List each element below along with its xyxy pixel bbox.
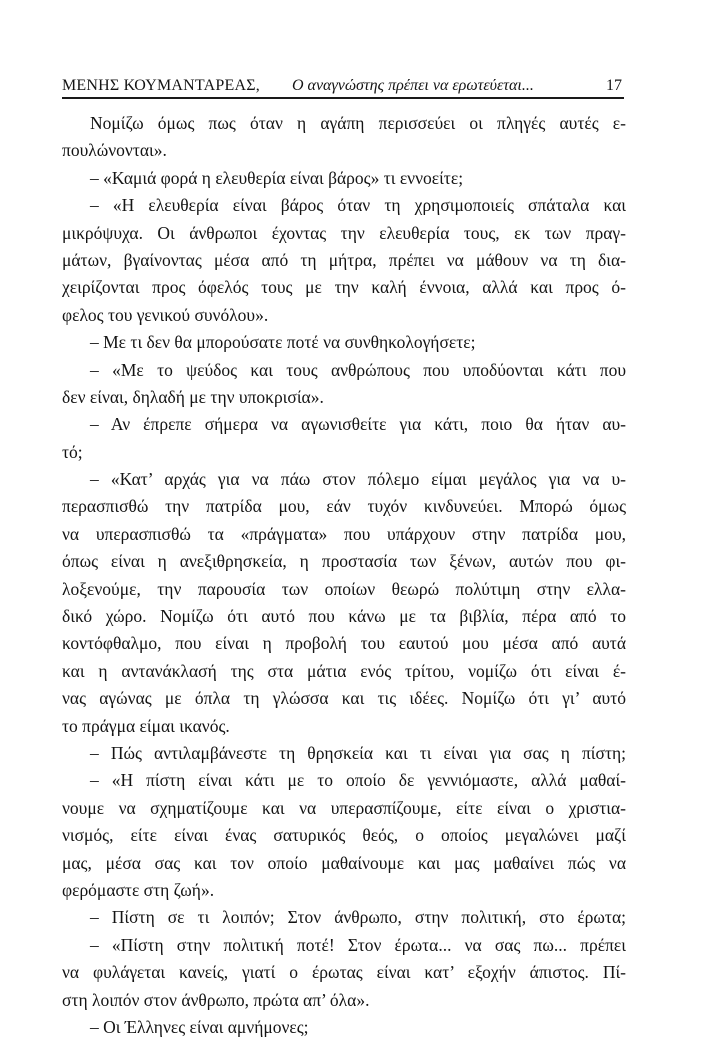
- text-line: μας, μέσα σας και τον οποίο μαθαίνουμε και μας μαθαίνει πώς να: [62, 852, 626, 873]
- text-line: πουλώνονται».: [62, 140, 167, 161]
- running-header: [62, 76, 626, 98]
- text-line: μάτων, βγαίνοντας μέσα από τη μήτρα, πρέπει να μάθουν να τη δια-: [62, 249, 626, 270]
- text-line: μικρόψυχα. Οι άνθρωποι έχοντας την ελευθερία τους, εκ των πραγ-: [62, 222, 626, 243]
- text-line: νισμός, είτε είναι ένας σατυρικός θεός, ο οποίος μεγαλώνει μαζί: [62, 825, 626, 846]
- text-line: τό;: [62, 441, 83, 462]
- page-number: 17: [606, 77, 622, 94]
- text-line: δεν είναι, δηλαδή με την υποκρισία».: [62, 386, 324, 407]
- text-line: περασπισθώ την πατρίδα μου, εάν τυχόν κινδυνεύει. Μπορώ όμως: [62, 496, 626, 517]
- text-line: – «Η πίστη είναι κάτι με το οποίο δε γεννιόμαστε, αλλά μαθαί-: [90, 770, 626, 791]
- text-line: – «Με το ψεύδος και τους ανθρώπους που υποδύονται κάτι που: [90, 359, 626, 380]
- text-line: όπως είναι η ανεξιθρησκεία, η προστασία των ξένων, αυτών που φι-: [62, 551, 626, 572]
- text-line: – Αν έπρεπε σήμερα να αγωνισθείτε για κάτι, ποιο θα ήταν αυ-: [90, 414, 626, 435]
- text-line: – Με τι δεν θα μπορούσατε ποτέ να συνθηκολογήσετε;: [90, 332, 476, 353]
- body-text: [62, 110, 626, 1041]
- text-line: – «Καμιά φορά η ελευθερία είναι βάρος» τι εννοείτε;: [90, 167, 464, 188]
- text-line: – «Πίστη στην πολιτική ποτέ! Στον έρωτα... να σας πω... πρέπει: [90, 934, 626, 955]
- text-line: και η αντανάκλασή της στα μάτια ενός τρίτου, νομίζω ότι είναι έ-: [62, 660, 626, 681]
- text-line: δικό χώρο. Νομίζω ότι αυτό που κάνω με τα βιβλία, πέρα από το: [62, 606, 626, 627]
- text-line: στη λοιπόν στον άνθρωπο, πρώτα απ’ όλα».: [62, 989, 370, 1010]
- header-rule: [62, 97, 624, 99]
- text-line: Νομίζω όμως πως όταν η αγάπη περισσεύει οι πληγές αυτές ε-: [90, 113, 626, 133]
- text-line: χειρίζονται προς όφελός τους με την καλή έννοια, αλλά και προς ό-: [62, 277, 626, 298]
- header-author: ΜΕΝΗΣ ΚΟΥΜΑΝΤΑΡΕΑΣ,: [62, 77, 260, 94]
- text-line: φερόμαστε στη ζωή».: [62, 879, 215, 900]
- text-line: φελος του γενικού συνόλου».: [62, 304, 269, 325]
- text-line: νας αγώνας με όπλα τη γλώσσα και τις ιδέες. Νομίζω ότι γι’ αυτό: [62, 688, 626, 709]
- text-line: – «Κατ’ αρχάς για να πάω στον πόλεμο είμαι μεγάλος για να υ-: [90, 469, 626, 490]
- text-line: – Πίστη σε τι λοιπόν; Στον άνθρωπο, στην πολιτική, στο έρωτα;: [90, 907, 626, 928]
- text-line: – «Η ελευθερία είναι βάρος όταν τη χρησιμοποιείς σπάταλα και: [90, 195, 626, 216]
- text-line: κοντόφθαλμο, που είναι η προβολή του εαυτού μου μέσα από αυτά: [62, 633, 626, 654]
- text-line: το πράγμα είμαι ικανός.: [62, 715, 230, 736]
- text-line: – Πώς αντιλαμβάνεστε τη θρησκεία και τι είναι για σας η πίστη;: [90, 742, 626, 763]
- header-title: Ο αναγνώστης πρέπει να ερωτεύεται...: [292, 77, 534, 94]
- text-line: νουμε να σχηματίζουμε και να υπερασπίζουμε, είτε είναι ο χριστια-: [62, 797, 626, 818]
- text-line: να υπερασπισθώ τα «πράγματα» που υπάρχουν στην πατρίδα μου,: [62, 523, 626, 544]
- text-line: λοξενούμε, την παρουσία των οποίων θεωρώ πολύτιμη στην ελλα-: [62, 578, 626, 599]
- text-line: να φυλάγεται κανείς, γιατί ο έρωτας είναι κατ’ εξοχήν άπιστος. Πί-: [62, 962, 626, 983]
- text-line: – Οι Έλληνες είναι αμνήμονες;: [90, 1016, 309, 1037]
